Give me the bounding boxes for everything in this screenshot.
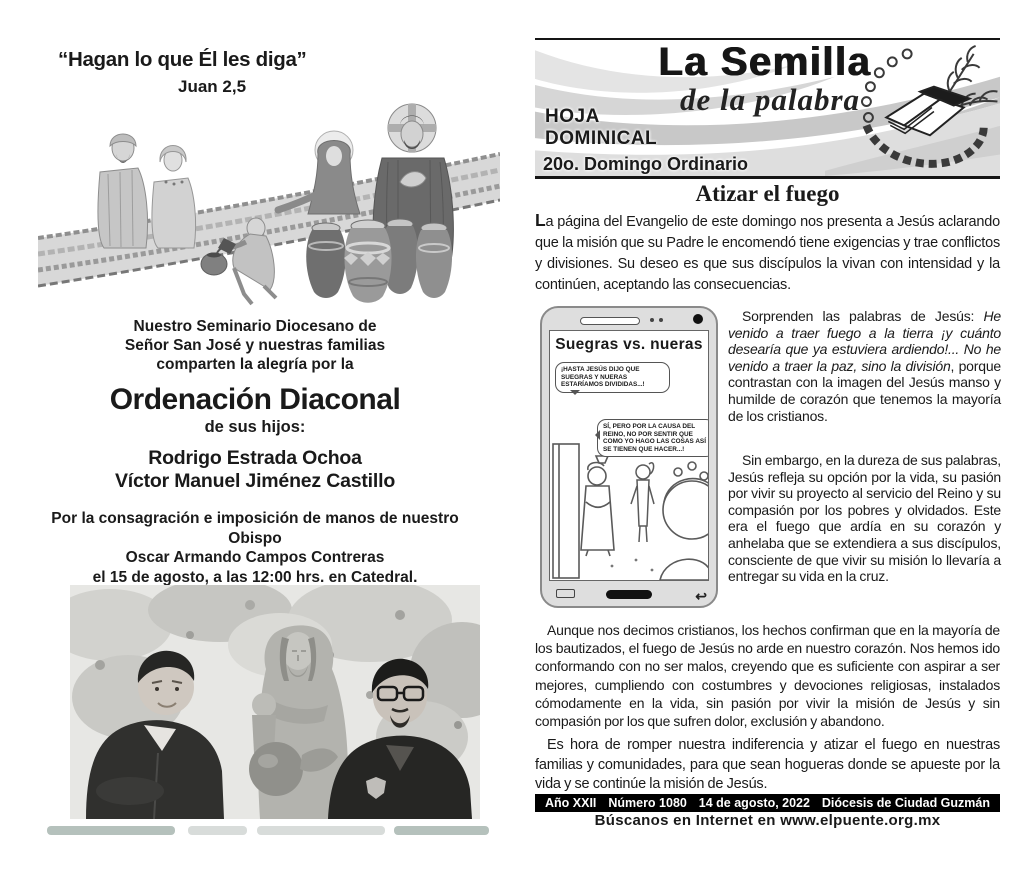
edition-label-line: HOJA bbox=[545, 106, 600, 127]
speech-bubble-1: ¡HASTA JESÚS DIJO QUE SUEGRAS Y NUERAS ESTARÍAMOS DIVIDIDAS...! bbox=[555, 362, 670, 393]
dropcap: L bbox=[535, 210, 546, 230]
phone-back-icon: ↩ bbox=[695, 588, 707, 604]
paragraph-2-lead: Sorprenden las palabras de Jesús: bbox=[742, 308, 984, 324]
paragraph-1-body: a página del Evangelio de este domingo nos presenta a Jesús aclarando que la misión que su Padre le encomendó tiene exigencias y trae conflictos y divisiones. Su deseo es que sus discípulos la vivan con intensidad y la continúen, aceptando las consecuencias. bbox=[535, 214, 1000, 293]
cartoon-phone bbox=[540, 306, 718, 608]
cana-quote-reference: Juan 2,5 bbox=[178, 77, 247, 96]
divider-bar bbox=[188, 826, 247, 835]
cartoon-screen bbox=[549, 330, 709, 581]
phone-camera bbox=[693, 314, 703, 324]
paragraph-5: Es hora de romper nuestra indiferencia y atizar el fuego en nuestras familias y comunidades, para que sean hogueras donde se apueste por la vida y se continúe la misión de Jesús. bbox=[535, 737, 1000, 792]
ordinand-name: Víctor Manuel Jiménez Castillo bbox=[114, 470, 396, 492]
edition-label-line: DOMINICAL bbox=[545, 128, 658, 149]
edition-label bbox=[545, 106, 657, 150]
intro-line: Nuestro Seminario Diocesano de bbox=[133, 318, 377, 335]
daughter-in-law-figure bbox=[660, 462, 709, 580]
footer-info-bar bbox=[535, 794, 1000, 812]
cana-mosaic-art bbox=[38, 42, 500, 310]
footer-number: Número 1080 bbox=[608, 796, 687, 810]
intro-line: Señor San José y nuestras familias bbox=[124, 337, 386, 354]
newsletter-title: La Semilla bbox=[658, 40, 872, 84]
photo-art bbox=[70, 585, 480, 819]
footer-date: 14 de agosto, 2022 bbox=[698, 796, 810, 810]
cana-quote: “Hagan lo que Él les diga” bbox=[58, 48, 307, 71]
phone-speaker bbox=[580, 317, 640, 325]
ordinand-names bbox=[30, 447, 480, 493]
paragraph-2 bbox=[728, 308, 1001, 424]
speech-bubble-2: SÍ, PERO POR LA CAUSA DEL REINO, NO POR SENTIR QUE COMO YO HAGO LAS COSAS ASÍ SE TIENEN QUE HACER...! bbox=[597, 419, 709, 457]
paragraph-1 bbox=[535, 210, 1000, 296]
event-details bbox=[30, 509, 480, 587]
article-title: Atizar el fuego bbox=[695, 181, 840, 206]
phone-menu-button bbox=[556, 589, 575, 598]
event-subtitle: de sus hijos: bbox=[204, 418, 306, 436]
phone-sensor-dot bbox=[650, 318, 654, 322]
footer-diocese: Diócesis de Ciudad Guzmán bbox=[821, 796, 990, 810]
phone-home-button bbox=[606, 590, 652, 599]
footer-website: Búscanos en Internet en www.elpuente.org.mx bbox=[594, 812, 941, 829]
sunday-title: 20o. Domingo Ordinario bbox=[543, 154, 749, 174]
paragraph-3: Sin embargo, en la dureza de sus palabras, Jesús refleja su opción por la vida, su pasión por vivir su proyecto al servicio del Reino y su compasión por los pobres y olvidados. Este era el fuego que ardía en su corazón y anhelaba que se extendiera a sus discípulos, consciente de que vivir su misión lo llevaría a entregar su vida en la cruz. bbox=[728, 452, 1001, 585]
ordination-photo bbox=[70, 585, 480, 819]
child-figure bbox=[631, 463, 654, 542]
paragraph-2-tail: , porque contrastan con la imagen del Jesús manso y humilde de corazón que tenemos la mayoría de los cristianos. bbox=[728, 357, 1001, 424]
detail-line: Por la consagración e imposición de manos de nuestro Obispo bbox=[51, 510, 459, 547]
book-wheat-logo bbox=[850, 42, 1000, 174]
mother-in-law-figure bbox=[581, 463, 614, 556]
divider-bar bbox=[394, 826, 489, 835]
guest-figures bbox=[98, 134, 196, 248]
jesus-quote-italic: He venido a traer fuego a la tierra ¡y cuánto desearía que ya estuviera ardiendo!... No he venido a traer la paz, sino la división bbox=[728, 308, 1001, 374]
intro-line: comparten la alegría por la bbox=[156, 356, 354, 373]
ordinand-name: Rodrigo Estrada Ochoa bbox=[148, 447, 362, 469]
intro-text bbox=[30, 317, 480, 374]
cartoon-title: Suegras vs. nueras bbox=[555, 336, 703, 353]
paragraph-4: Aunque nos decimos cristianos, los hechos confirman que en la mayoría de los bautizados, el fuego de Jesús no arde en nuestro corazón. Nos hemos ido conformando con no ser malos, creyendo que es suficiente con aspirar a ser mejores, cumpliendo con costumbres y devociones religiosas, instalados cómodamente en la vida, sin pasión por vivir la misión de Jesús y sin compasión por los que sufren dolor, exclusión y abandono. bbox=[535, 622, 1000, 730]
divider-bar bbox=[47, 826, 175, 835]
cana-illustration bbox=[38, 42, 500, 310]
phone-sensor-dot bbox=[659, 318, 663, 322]
cartoon-scene bbox=[550, 438, 709, 580]
detail-line: el 15 de agosto, a las 12:00 hrs. en Catedral. bbox=[92, 568, 418, 586]
event-title: Ordenación Diaconal bbox=[109, 383, 401, 416]
detail-line: Oscar Armando Campos Contreras bbox=[125, 549, 385, 566]
footer-year: Año XXII bbox=[545, 796, 597, 810]
newsletter-subtitle: de la palabra bbox=[679, 82, 861, 117]
water-jars bbox=[306, 219, 452, 303]
masthead bbox=[535, 38, 1000, 179]
divider-bar bbox=[257, 826, 385, 835]
